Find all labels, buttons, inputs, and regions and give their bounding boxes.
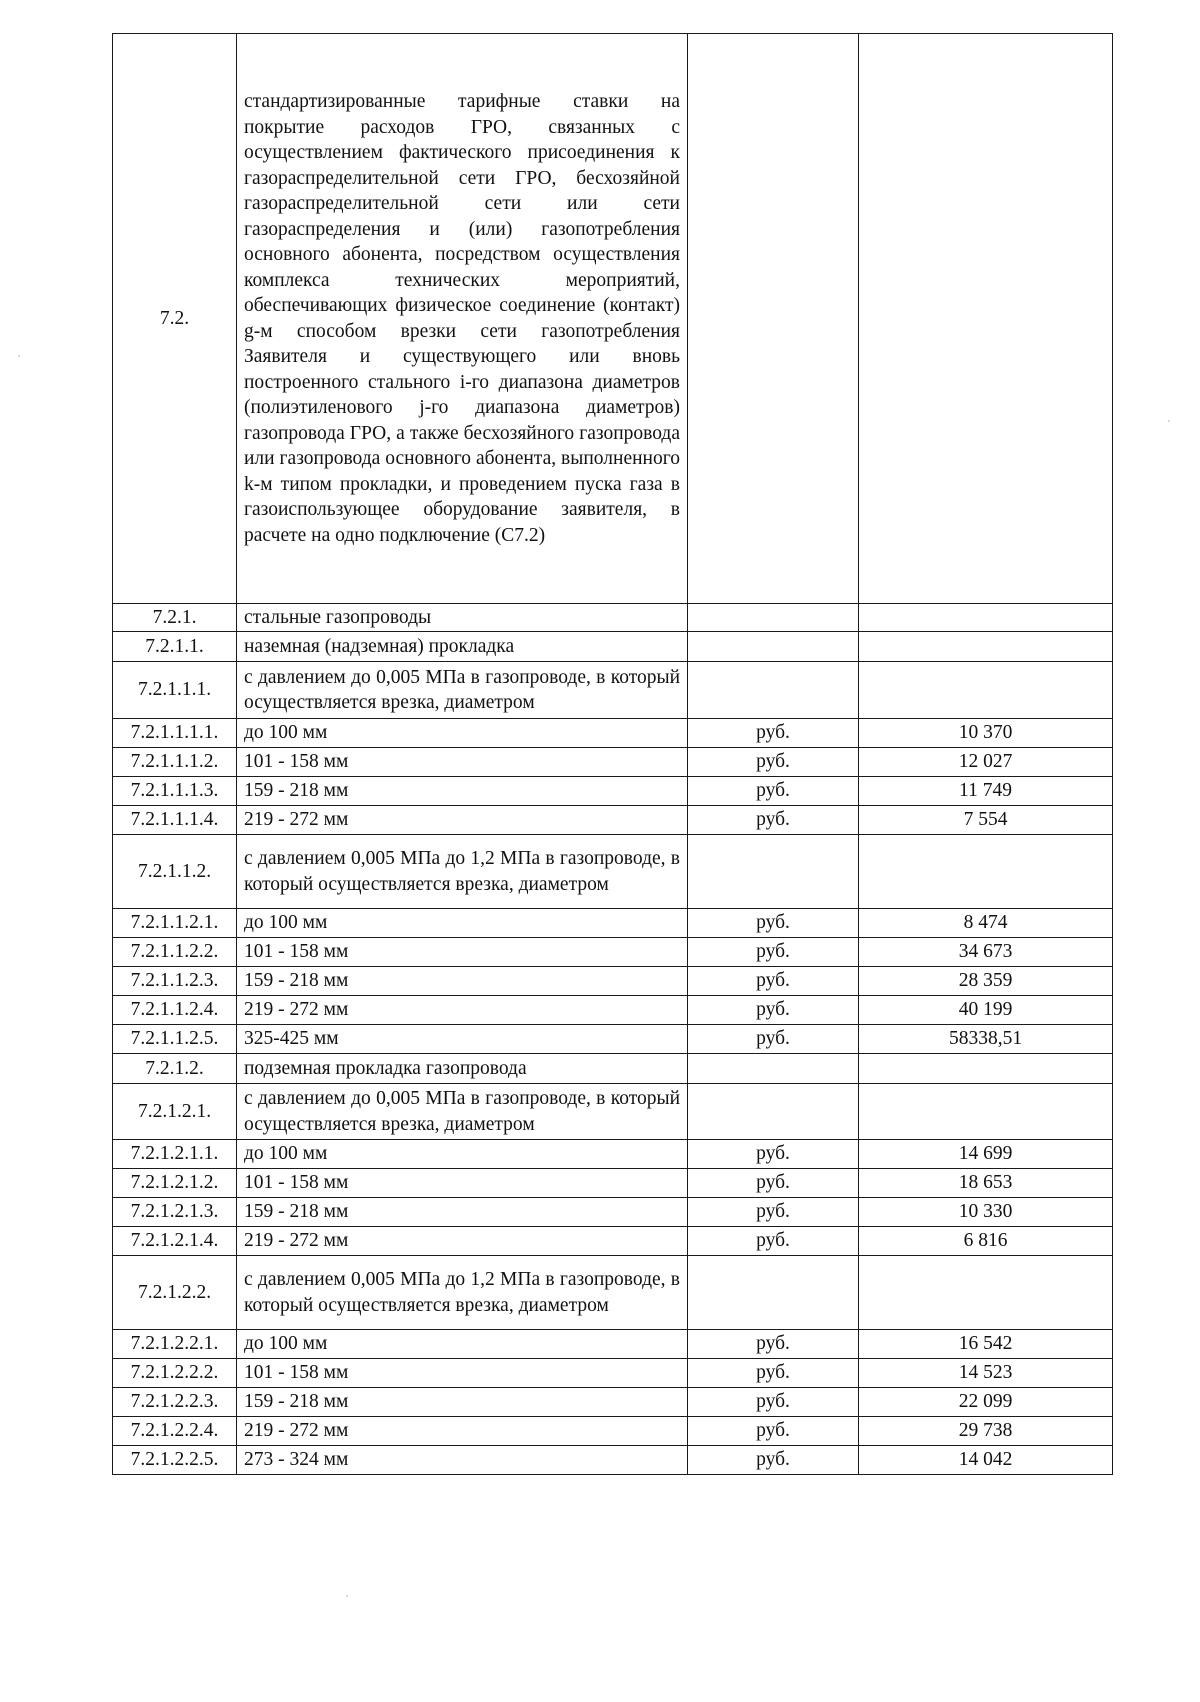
row-value <box>859 1256 1113 1330</box>
row-unit <box>688 34 859 604</box>
row-unit <box>688 1084 859 1140</box>
row-description: 101 - 158 мм <box>237 748 688 777</box>
row-description: до 100 мм <box>237 909 688 938</box>
row-value: 14 699 <box>859 1140 1113 1169</box>
row-unit: руб. <box>688 1169 859 1198</box>
row-value: 22 099 <box>859 1388 1113 1417</box>
row-description: с давлением до 0,005 МПа в газопроводе, в который осуществляется врезка, диаметром <box>237 662 688 719</box>
table-row <box>113 719 1113 748</box>
table-row <box>113 1227 1113 1256</box>
row-description: с давлением 0,005 МПа до 1,2 МПа в газопроводе, в который осуществляется врезка, диаметром <box>237 835 688 909</box>
row-description: 219 - 272 мм <box>237 806 688 835</box>
row-value: 16 542 <box>859 1330 1113 1359</box>
row-code: 7.2.1.1.2.5. <box>113 1025 237 1054</box>
row-description: до 100 мм <box>237 719 688 748</box>
table-row <box>113 662 1113 719</box>
row-value <box>859 632 1113 662</box>
row-description: 273 - 324 мм <box>237 1446 688 1475</box>
table-row <box>113 1256 1113 1330</box>
row-description: 219 - 272 мм <box>237 996 688 1025</box>
tariff-table-body <box>113 34 1113 1475</box>
row-unit: руб. <box>688 967 859 996</box>
row-unit: руб. <box>688 806 859 835</box>
row-unit <box>688 662 859 719</box>
row-unit: руб. <box>688 1198 859 1227</box>
row-description: 325-425 мм <box>237 1025 688 1054</box>
table-row <box>113 1169 1113 1198</box>
row-code: 7.2.1.1.1.3. <box>113 777 237 806</box>
scan-speck <box>18 355 20 357</box>
row-description: стандартизированные тарифные ставки на покрытие расходов ГРО, связанных с осуществлением фактического присоединения к газораспределительной сети ГРО, бесхозяйной газораспределительной сети или сети газораспределения и (или) газопотребления основного абонента, посредством осуществления комплекса технических мероприятий, обеспечивающих физическое соединение (контакт) g-м способом врезки сети газопотребления Заявителя и существующего или вновь построенного стального i-го диапазона диаметров (полиэтиленового j-го диапазона диаметров) газопровода ГРО, а также бесхозяйного газопровода или газопровода основного абонента, выполненного k-м типом прокладки, и проведением пуска газа в газоиспользующее оборудование заявителя, в расчете на одно подключение (С7.2) <box>237 34 688 604</box>
row-description: стальные газопроводы <box>237 604 688 632</box>
scan-speck <box>1168 420 1170 422</box>
row-code: 7.2.1.1.2.3. <box>113 967 237 996</box>
table-row <box>113 1359 1113 1388</box>
row-value: 14 523 <box>859 1359 1113 1388</box>
table-row <box>113 938 1113 967</box>
row-value: 11 749 <box>859 777 1113 806</box>
row-unit <box>688 1256 859 1330</box>
row-description: 219 - 272 мм <box>237 1417 688 1446</box>
row-unit: руб. <box>688 1446 859 1475</box>
table-row <box>113 1084 1113 1140</box>
row-description: 219 - 272 мм <box>237 1227 688 1256</box>
table-row <box>113 1417 1113 1446</box>
row-unit: руб. <box>688 1025 859 1054</box>
row-value: 12 027 <box>859 748 1113 777</box>
row-code: 7.2. <box>113 34 237 604</box>
row-unit <box>688 1054 859 1084</box>
row-unit: руб. <box>688 909 859 938</box>
row-unit <box>688 604 859 632</box>
row-unit: руб. <box>688 1140 859 1169</box>
table-row <box>113 996 1113 1025</box>
row-description: 101 - 158 мм <box>237 1169 688 1198</box>
table-row <box>113 835 1113 909</box>
row-value: 10 370 <box>859 719 1113 748</box>
row-value <box>859 835 1113 909</box>
row-unit: руб. <box>688 1359 859 1388</box>
row-unit: руб. <box>688 1388 859 1417</box>
row-value: 10 330 <box>859 1198 1113 1227</box>
row-value <box>859 1054 1113 1084</box>
row-code: 7.2.1.1.1. <box>113 662 237 719</box>
table-row <box>113 604 1113 632</box>
row-value: 29 738 <box>859 1417 1113 1446</box>
table-row <box>113 1388 1113 1417</box>
table-row <box>113 1198 1113 1227</box>
row-description: 159 - 218 мм <box>237 967 688 996</box>
row-code: 7.2.1.1. <box>113 632 237 662</box>
row-value: 28 359 <box>859 967 1113 996</box>
row-description: 159 - 218 мм <box>237 777 688 806</box>
row-description: с давлением 0,005 МПа до 1,2 МПа в газопроводе, в который осуществляется врезка, диаметром <box>237 1256 688 1330</box>
row-code: 7.2.1.1.2.1. <box>113 909 237 938</box>
row-code: 7.2.1.1.1.2. <box>113 748 237 777</box>
table-row <box>113 1025 1113 1054</box>
table-row <box>113 1446 1113 1475</box>
row-code: 7.2.1.2.1.3. <box>113 1198 237 1227</box>
row-description: 101 - 158 мм <box>237 938 688 967</box>
row-unit: руб. <box>688 996 859 1025</box>
row-unit: руб. <box>688 1227 859 1256</box>
row-code: 7.2.1.2.2.2. <box>113 1359 237 1388</box>
table-row <box>113 632 1113 662</box>
table-row <box>113 34 1113 604</box>
row-description: 159 - 218 мм <box>237 1388 688 1417</box>
row-value <box>859 1084 1113 1140</box>
row-code: 7.2.1.2.1.4. <box>113 1227 237 1256</box>
row-value: 6 816 <box>859 1227 1113 1256</box>
row-value <box>859 34 1113 604</box>
row-value: 14 042 <box>859 1446 1113 1475</box>
table-row <box>113 1330 1113 1359</box>
row-value: 18 653 <box>859 1169 1113 1198</box>
row-unit: руб. <box>688 938 859 967</box>
row-value <box>859 662 1113 719</box>
row-code: 7.2.1.2.1.1. <box>113 1140 237 1169</box>
row-code: 7.2.1.2.1. <box>113 1084 237 1140</box>
row-code: 7.2.1.1.2. <box>113 835 237 909</box>
row-value: 34 673 <box>859 938 1113 967</box>
row-unit: руб. <box>688 1330 859 1359</box>
row-value: 7 554 <box>859 806 1113 835</box>
row-description: до 100 мм <box>237 1330 688 1359</box>
row-unit <box>688 835 859 909</box>
row-value <box>859 604 1113 632</box>
row-value: 8 474 <box>859 909 1113 938</box>
row-code: 7.2.1.1.1.1. <box>113 719 237 748</box>
row-code: 7.2.1. <box>113 604 237 632</box>
table-row <box>113 1054 1113 1084</box>
row-code: 7.2.1.2.2.1. <box>113 1330 237 1359</box>
row-code: 7.2.1.1.2.4. <box>113 996 237 1025</box>
row-unit: руб. <box>688 748 859 777</box>
row-code: 7.2.1.2.2.4. <box>113 1417 237 1446</box>
row-unit: руб. <box>688 777 859 806</box>
table-row <box>113 967 1113 996</box>
row-description: подземная прокладка газопровода <box>237 1054 688 1084</box>
row-code: 7.2.1.2. <box>113 1054 237 1084</box>
row-description: с давлением до 0,005 МПа в газопроводе, в который осуществляется врезка, диаметром <box>237 1084 688 1140</box>
row-unit <box>688 632 859 662</box>
row-description: 101 - 158 мм <box>237 1359 688 1388</box>
scan-speck <box>346 1595 348 1597</box>
row-value: 40 199 <box>859 996 1113 1025</box>
row-code: 7.2.1.1.1.4. <box>113 806 237 835</box>
row-code: 7.2.1.1.2.2. <box>113 938 237 967</box>
table-row <box>113 748 1113 777</box>
row-value: 58338,51 <box>859 1025 1113 1054</box>
row-description: 159 - 218 мм <box>237 1198 688 1227</box>
row-code: 7.2.1.2.2. <box>113 1256 237 1330</box>
row-unit: руб. <box>688 1417 859 1446</box>
tariff-table <box>112 33 1113 1475</box>
row-description: до 100 мм <box>237 1140 688 1169</box>
row-code: 7.2.1.2.2.5. <box>113 1446 237 1475</box>
table-row <box>113 806 1113 835</box>
row-code: 7.2.1.2.1.2. <box>113 1169 237 1198</box>
row-unit: руб. <box>688 719 859 748</box>
table-row <box>113 909 1113 938</box>
row-code: 7.2.1.2.2.3. <box>113 1388 237 1417</box>
table-row <box>113 777 1113 806</box>
table-row <box>113 1140 1113 1169</box>
row-description: наземная (надземная) прокладка <box>237 632 688 662</box>
